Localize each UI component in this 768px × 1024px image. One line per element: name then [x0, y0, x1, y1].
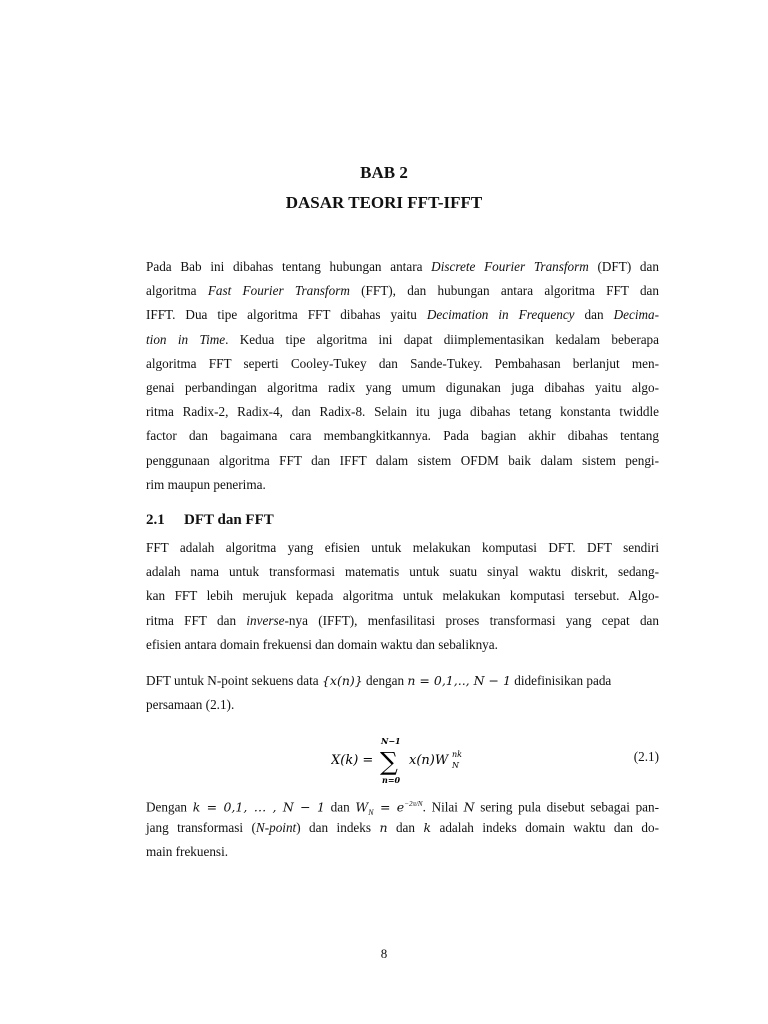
- text-line: algoritma Fast Fourier Transform (FFT), dan hubungan antara algoritma FFT dan: [146, 283, 659, 299]
- section-heading: [146, 512, 274, 529]
- twiddle-subscript: N: [452, 761, 459, 770]
- equation-number: (2.1): [633, 749, 659, 764]
- intro-paragraph: [146, 255, 659, 497]
- text-line: algoritma FFT seperti Cooley-Tukey dan Sande-Tukey. Pembahasan berlanjut men-: [146, 355, 659, 371]
- text-line: rim maupun penerima.: [146, 476, 266, 492]
- dft-formula: [331, 735, 491, 785]
- sum-upper-limit: N−1: [381, 736, 401, 746]
- dft-equation: [146, 735, 659, 785]
- exponent-fraction: −2π/N: [404, 800, 423, 808]
- section-title: DFT dan FFT: [184, 512, 274, 528]
- page-number: 8: [380, 946, 388, 961]
- text-line: penggunaan algoritma FFT dan IFFT dalam sistem OFDM baik dalam sistem pengi-: [146, 452, 659, 468]
- sum-lower-limit: n=0: [382, 775, 401, 785]
- text-line: adalah nama untuk transformasi matematis untuk suatu sinyal waktu diskrit, sedang-: [146, 564, 659, 580]
- text-line: tion in Time. Kedua tipe algoritma ini dapat diimplementasikan kedalam beberapa: [146, 331, 660, 347]
- text-line: ritma Radix-2, Radix-4, dan Radix-8. Selain itu juga dibahas tetang konstanta twiddle: [146, 404, 659, 420]
- after-equation-paragraph: Dengan k = 0,1, … , N − 1 dan $W_N = e^{-2\pi/N}$. Nilai N sering pula disebut sebagai pan- jang transformasi (N-point) dan indeks n dan k adalah indeks domain waktu dan do- main frekuensi.: [146, 799, 660, 860]
- text-line: genai perbandingan algoritma radix yang umum digunakan juga dibahas yaitu algo-: [146, 379, 659, 395]
- k-range-expression: k = 0,1, … , N − 1: [192, 799, 325, 815]
- text-line: FFT adalah algoritma yang efisien untuk melakukan komputasi DFT. DFT sendiri: [146, 540, 659, 555]
- section-paragraph: [146, 536, 659, 657]
- chapter-title: DASAR TEORI FFT-IFFT: [285, 193, 483, 212]
- index-range-expression: n = 0,1,.., N − 1: [407, 673, 511, 688]
- dft-definition-paragraph: DFT untuk N-point sekuens data {x(n)} dengan n = 0,1,.., N − 1 didefinisikan pada persamaan (2.1).: [146, 673, 612, 713]
- text-line: ritma FFT dan inverse-nya (IFFT), menfasilitasi proses transformasi yang cepat dan: [146, 612, 660, 628]
- text-line: IFFT. Dua tipe algoritma FFT dibahas yaitu Decimation in Frequency dan Decima-: [146, 307, 659, 323]
- chapter-number: BAB 2: [360, 163, 408, 182]
- equation-term: x(n)W: [409, 753, 449, 768]
- section-number: 2.1: [146, 512, 165, 528]
- sequence-expression: {x(n)}: [321, 673, 363, 688]
- twiddle-superscript: nk: [452, 750, 462, 759]
- text-line: Pada Bab ini dibahas tentang hubungan antara Discrete Fourier Transform (DFT) dan: [146, 259, 659, 274]
- sigma-icon: ∑: [380, 747, 398, 776]
- text-line: kan FFT lebih merujuk kepada algoritma untuk melakukan komputasi tersebut. Algo-: [146, 588, 659, 604]
- text-line: efisien antara domain frekuensi dan domain waktu dan sebaliknya.: [146, 636, 498, 652]
- text-line: factor dan bagaimana cara membangkitkannya. Pada bagian akhir dibahas tentang: [146, 428, 659, 444]
- equation-lhs: X(k) =: [331, 753, 374, 768]
